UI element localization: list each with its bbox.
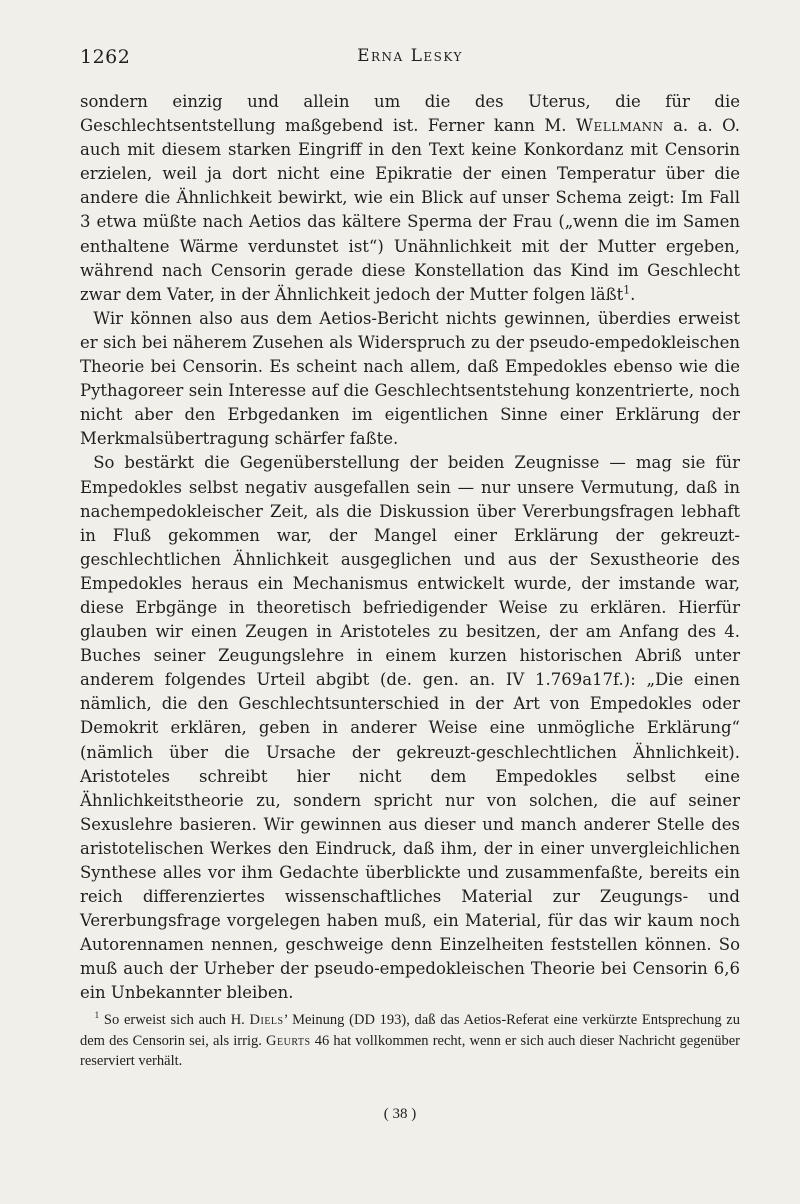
author-name-geurts: Geurts bbox=[266, 1032, 311, 1049]
page-header bbox=[80, 46, 740, 74]
body-text bbox=[80, 90, 740, 1006]
author-name-wellmann: Wellmann bbox=[576, 116, 664, 136]
paragraph-2: Wir können also aus dem Aetios-Bericht nichts gewinnen, überdies erweist er sich bei näherem Zusehen als Widerspruch zu der pseudo-empedokleischen Theorie bei Censorin. Es scheint nach allem, daß Empedokles ebenso wie die Pythagoreer sein Interesse auf die Geschlechtsentstehung konzentrierte, noch nicht aber den Erbgedanken im eigentlichen Sinne einer Erklärung der Merkmalsübertragung schärfer faßte. bbox=[80, 308, 740, 449]
footnote bbox=[80, 1010, 740, 1072]
footnote-text-b: ’ Meinung (DD 193), daß das Aetios-Referat eine verkürzte Entsprechung zu dem des Censorin sei, als irrig. bbox=[80, 1012, 740, 1049]
paragraph-3: So bestärkt die Gegenüberstellung der beiden Zeugnisse — mag sie für Empedokles selbst negativ ausgefallen sein — nur unsere Vermutung, daß in nachempedokleischer Zeit, als die Diskussion über Vererbungsfragen lebhaft in Fluß gekommen war, der Mangel einer Erklärung der gekreuzt-geschlechtlichen Ähnlichkeit ausgeglichen und aus der Sexustheorie des Empedokles heraus ein Mechanismus entwickelt wurde, der imstande war, diese Erbgänge in theoretisch befriedigender Weise zu erklären. Hierfür glauben wir einen Zeugen in Aristoteles zu besitzen, der am Anfang des 4. Buches seiner Zeugungslehre in einem kurzen historischen Abriß unter anderem folgendes Urteil abgibt (de. gen. an. IV 1.769a17f.): „Die einen nämlich, die den Geschlechtsunterschied in der Art von Empedokles oder Demokrit erklären, geben in anderer Weise eine unmögliche Erklärung“ (nämlich über die Ursache der gekreuzt-geschlechtlichen Ähnlichkeit). Aristoteles schreibt hier nicht dem Empedokles selbst eine Ähnlichkeitstheorie zu, sondern spricht nur von solchen, die auf seiner Sexuslehre basieren. Wir gewinnen aus dieser und manch anderer Stelle des aristotelischen Werkes den Eindruck, daß ihm, der in einer unvergleichlichen Synthese alles vor ihm Gedachte überblickte und zusammenfaßte, bereits ein reich differenziertes wissenschaftliches Material zur Zeugungs- und Vererbungsfrage vorgelegen haben muß, ein Material, für das wir kaum noch Autorennamen nennen, geschweige denn Einzelheiten feststellen können. So muß auch der Urheber der pseudo-empedokleischen Theorie bei Censorin 6,6 ein Unbekannter bleiben. bbox=[80, 453, 740, 1003]
footnote-text-c: 46 hat vollkommen recht, wenn er sich auch dieser Nachricht gegenüber reserviert verhält. bbox=[80, 1032, 740, 1069]
folio-number: ( 38 ) bbox=[383, 1106, 417, 1122]
paragraph-1-text-c: . bbox=[630, 284, 636, 304]
running-head: Erna Lesky bbox=[357, 46, 463, 66]
page-number: 1262 bbox=[80, 46, 131, 68]
paragraph-1-text-b: a. a. O. auch mit diesem starken Eingriff in den Text keine Konkordanz mit Censorin erzielen, weil ja dort nicht eine Epikratie der einen Temperatur über die andere die Ähnlichkeit bewirkt, wie ein Blick auf unser Schema zeigt: Im Fall 3 etwa müßte nach Aetios das kältere Sperma der Frau („wenn die im Samen enthaltene Wärme verdunstet ist“) Unähnlichkeit mit der Mutter ergeben, während nach Censorin gerade diese Konstellation das Kind im Geschlecht zwar dem Vater, in der Ähnlichkeit jedoch der Mutter folgen läßt bbox=[80, 116, 740, 304]
footnote-number: 1 bbox=[94, 1011, 100, 1022]
footnote-text-a: So erweist sich auch H. bbox=[99, 1012, 250, 1028]
paragraph-1-text-a: sondern einzig und allein um die des Uterus, die für die Geschlechtsentstellung maßgebend ist. Ferner kann M. bbox=[80, 92, 740, 136]
author-name-diels: Diels bbox=[249, 1012, 284, 1028]
paragraph-1 bbox=[80, 90, 740, 307]
footnote-marker: 1 bbox=[623, 283, 631, 297]
